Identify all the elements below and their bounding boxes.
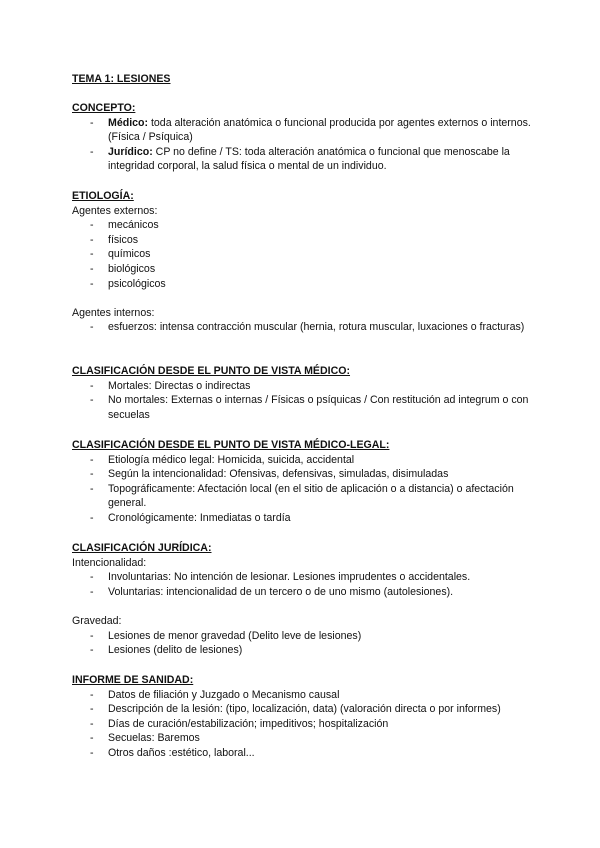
dash-bullet: - xyxy=(90,116,94,129)
dash-bullet: - xyxy=(90,717,94,730)
list-item xyxy=(72,277,532,292)
list-item-text: Días de curación/estabilización; impeditivos; hospitalización xyxy=(108,717,389,730)
list-item xyxy=(72,145,532,174)
list-item-text: Mortales: Directas o indirectas xyxy=(108,379,251,392)
list-item-text: Voluntarias: intencionalidad de un tercero o de uno mismo (autolesiones). xyxy=(108,585,454,598)
dash-bullet: - xyxy=(90,732,94,745)
list-item xyxy=(72,393,532,422)
list-item xyxy=(72,262,532,277)
list-item-text: psicológicos xyxy=(108,277,166,290)
externos-label: Agentes externos: xyxy=(72,204,158,217)
list-item xyxy=(72,320,532,335)
list-item xyxy=(72,218,532,233)
dash-bullet: - xyxy=(90,219,94,232)
gravedad-label: Gravedad: xyxy=(72,614,122,627)
list-item-text: Según la intencionalidad: Ofensivas, defensivas, simuladas, disimuladas xyxy=(108,468,449,481)
list-item-text: Otros daños :estético, laboral... xyxy=(108,746,255,759)
dash-bullet: - xyxy=(90,571,94,584)
list-item xyxy=(72,717,532,732)
document-title: TEMA 1: LESIONES xyxy=(72,73,171,85)
clasif-medico-list xyxy=(72,379,532,423)
section-clasificacion-juridica xyxy=(72,541,532,658)
internos-label: Agentes internos: xyxy=(72,306,155,319)
dash-bullet: - xyxy=(90,248,94,261)
dash-bullet: - xyxy=(90,233,94,246)
list-item-text: Lesiones de menor gravedad (Delito leve de lesiones) xyxy=(108,629,362,642)
list-item-text: físicos xyxy=(108,233,139,246)
term-medico: Médico: xyxy=(108,116,149,129)
list-item-text: Lesiones (delito de lesiones) xyxy=(108,644,243,657)
internos-list xyxy=(72,320,532,335)
etiologia-heading: ETIOLOGÍA: xyxy=(72,190,134,202)
dash-bullet: - xyxy=(90,379,94,392)
list-item-text: Cronológicamente: Inmediatas o tardía xyxy=(108,511,291,524)
clasif-medico-legal-heading: CLASIFICACIÓN DESDE EL PUNTO DE VISTA MÉDICO-LEGAL: xyxy=(72,439,390,451)
dash-bullet: - xyxy=(90,746,94,759)
section-clasificacion-medico-legal xyxy=(72,438,532,526)
definition-juridico: CP no define / TS: toda alteración anatómica o funcional que menoscabe la integridad corporal, la salud física o mental de un individuo. xyxy=(108,145,510,173)
informe-heading: INFORME DE SANIDAD: xyxy=(72,674,194,686)
dash-bullet: - xyxy=(90,644,94,657)
dash-bullet: - xyxy=(90,703,94,716)
list-item-text: biológicos xyxy=(108,262,156,275)
list-item-text: Descripción de la lesión: (tipo, localización, data) (valoración directa o por informes) xyxy=(108,703,501,716)
dash-bullet: - xyxy=(90,585,94,598)
concepto-list xyxy=(72,116,532,174)
intencionalidad-list xyxy=(72,570,532,599)
dash-bullet: - xyxy=(90,453,94,466)
list-item-text: mecánicos xyxy=(108,219,159,232)
section-etiologia xyxy=(72,189,532,335)
list-item-text: químicos xyxy=(108,248,151,261)
dash-bullet: - xyxy=(90,145,94,158)
clasif-medico-legal-list xyxy=(72,453,532,526)
list-item xyxy=(72,746,532,761)
list-item xyxy=(72,570,532,585)
list-item-text: Etiología médico legal: Homicida, suicida, accidental xyxy=(108,453,355,466)
clasif-juridica-heading: CLASIFICACIÓN JURÍDICA: xyxy=(72,542,212,554)
dash-bullet: - xyxy=(90,688,94,701)
list-item-text: Datos de filiación y Juzgado o Mecanismo causal xyxy=(108,688,340,701)
definition-medico: toda alteración anatómica o funcional producida por agentes externos o internos. (Física / Psíquica) xyxy=(108,116,531,144)
list-item xyxy=(72,379,532,394)
dash-bullet: - xyxy=(90,482,94,495)
dash-bullet: - xyxy=(90,511,94,524)
informe-list xyxy=(72,688,532,761)
dash-bullet: - xyxy=(90,262,94,275)
section-clasificacion-medico xyxy=(72,364,532,422)
list-item xyxy=(72,702,532,717)
list-item xyxy=(72,247,532,262)
list-item xyxy=(72,731,532,746)
dash-bullet: - xyxy=(90,394,94,407)
list-item-text: Involuntarias: No intención de lesionar. Lesiones imprudentes o accidentales. xyxy=(108,571,471,584)
dash-bullet: - xyxy=(90,277,94,290)
list-item xyxy=(72,629,532,644)
spacer xyxy=(72,291,532,306)
list-item xyxy=(72,585,532,600)
list-item xyxy=(72,688,532,703)
spacer xyxy=(72,599,532,614)
list-item xyxy=(72,482,532,511)
clasif-medico-heading: CLASIFICACIÓN DESDE EL PUNTO DE VISTA MÉDICO: xyxy=(72,365,351,377)
list-item xyxy=(72,511,532,526)
intencionalidad-label: Intencionalidad: xyxy=(72,556,147,569)
dash-bullet: - xyxy=(90,321,94,334)
section-informe-sanidad xyxy=(72,673,532,761)
dash-bullet: - xyxy=(90,629,94,642)
list-item xyxy=(72,467,532,482)
gravedad-list xyxy=(72,629,532,658)
section-concepto xyxy=(72,101,532,174)
list-item-text: No mortales: Externas o internas / Físicas o psíquicas / Con restitución ad integrum o con secuelas xyxy=(108,394,529,421)
list-item xyxy=(72,643,532,658)
term-juridico: Jurídico: xyxy=(108,145,153,158)
concepto-heading: CONCEPTO: xyxy=(72,102,136,114)
list-item xyxy=(72,453,532,468)
list-item-text: Secuelas: Baremos xyxy=(108,732,200,745)
list-item-text: Topográficamente: Afectación local (en el sitio de aplicación o a distancia) o afectación general. xyxy=(108,482,514,510)
externos-list xyxy=(72,218,532,291)
dash-bullet: - xyxy=(90,468,94,481)
list-item xyxy=(72,233,532,248)
list-item xyxy=(72,116,532,145)
list-item-text: esfuerzos: intensa contracción muscular (hernia, rotura muscular, luxaciones o fracturas) xyxy=(108,321,525,334)
